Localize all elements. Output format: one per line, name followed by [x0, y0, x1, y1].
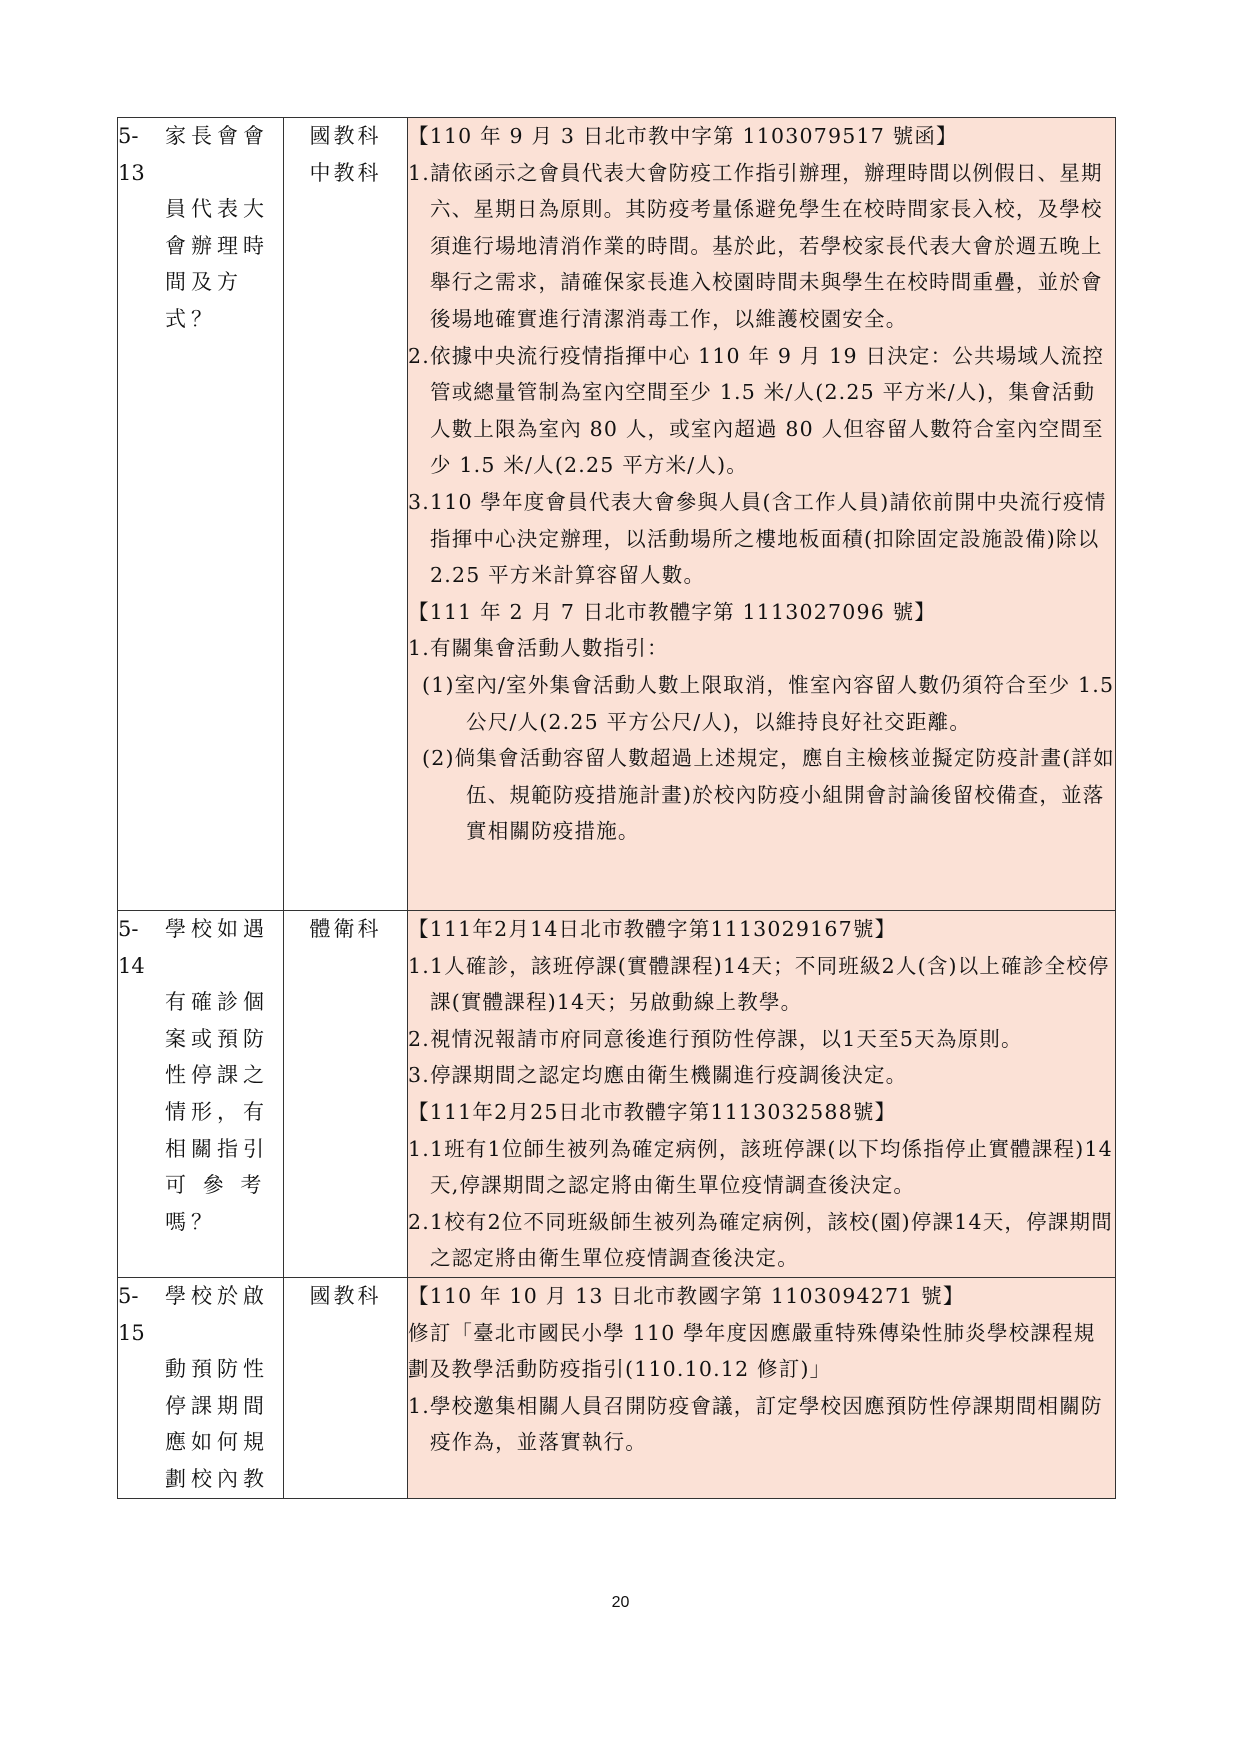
question-number: 5-13: [118, 124, 145, 185]
question-cell: [118, 118, 284, 911]
question-line: 應如何規: [165, 1430, 269, 1455]
question-line: 家長會會: [165, 124, 269, 148]
department-label: 國教科: [309, 124, 382, 148]
answer-paragraph: 1.請依函示之會員代表大會防疫工作指引辦理，辦理時間以例假日、星期六、星期日為原則。其防疫考量係避免學生在校時間家長入校，及學校須進行場地清消作業的時間。基於此，若學校家長代表大會於週五晚上舉行之需求，請確保家長進入校園時間未與學生在校時間重疊，並於會後場地確實進行清潔消毒工作，以維護校園安全。: [408, 160, 1103, 331]
answer-cell: [408, 1277, 1116, 1498]
department-label: 國教科: [309, 1283, 382, 1308]
question-line: 有確診個: [165, 990, 269, 1015]
answer-paragraph: 1.1班有1位師生被列為確定病例，該班停課(以下均係指停止實體課程)14天,停課期間之認定將由衛生單位疫情調查後決定。: [408, 1136, 1113, 1198]
answer-paragraph: 2.視情況報請市府同意後進行預防性停課，以1天至5天為原則。: [408, 1026, 1023, 1051]
question-cell: [118, 1277, 284, 1498]
question-line: 可 參 考: [165, 1173, 267, 1198]
department-label: 體衛科: [309, 917, 382, 941]
answer-paragraph: 2.依據中央流行疫情指揮中心 110 年 9 月 19 日決定：公共場域人流控管或總量管制為室內空間至少 1.5 米/人(2.25 平方米/人)，集會活動人數上限為室內 80 人，或室內超過 80 人但容留人數符合室內空間至少 1.5 米/人(2.25 平方米/人)。: [408, 343, 1105, 478]
question-line: 停課期間: [165, 1393, 269, 1418]
answer-cell: [408, 911, 1116, 1278]
question-line: 動預防性: [165, 1357, 269, 1382]
department-label: 中教科: [309, 160, 382, 185]
answer-paragraph: 1.有關集會活動人數指引：: [408, 636, 669, 661]
question-cell: [118, 911, 284, 1278]
answer-paragraph: (1)室內/室外集會活動人數上限取消，惟室內容留人數仍須符合至少 1.5 公尺/人(2.25 平方公尺/人)，以維持良好社交距離。: [422, 672, 1115, 734]
answer-cell: [408, 118, 1116, 911]
answer-paragraph: 修訂「臺北市國民小學 110 學年度因應嚴重特殊傳染性肺炎學校課程規劃及教學活動防疫指引(110.10.12 修訂)」: [408, 1320, 1096, 1382]
question-line: 劃校內教: [165, 1466, 269, 1491]
department-cell: [284, 118, 408, 911]
table-row: [118, 118, 1116, 911]
answer-paragraph: 2.1校有2位不同班級師生被列為確定病例，該校(園)停課14天，停課期間之認定將由衛生單位疫情調查後決定。: [408, 1209, 1113, 1271]
page-number: 20: [611, 1594, 630, 1611]
department-cell: [284, 911, 408, 1278]
document-reference-heading: 【110 年 10 月 13 日北市教國字第 1103094271 號】: [408, 1283, 965, 1308]
question-line: 學校如遇: [165, 917, 269, 941]
question-number: 5-15: [118, 1283, 145, 1345]
question-line: 嗎？: [165, 1209, 217, 1234]
answer-paragraph: 3.110 學年度會員代表大會參與人員(含工作人員)請依前開中央流行疫情指揮中心決定辦理，以活動場所之樓地板面積(扣除固定設施設備)除以 2.25 平方米計算容留人數。: [408, 489, 1107, 588]
answer-paragraph: 1.學校邀集相關人員召開防疫會議，訂定學校因應預防性停課期間相關防疫作為，並落實執行。: [408, 1393, 1103, 1455]
question-line: 性停課之: [165, 1063, 269, 1088]
answer-paragraph: 1.1人確診，該班停課(實體課程)14天；不同班級2人(含)以上確診全校停課(實體課程)14天；另啟動線上教學。: [408, 953, 1110, 1015]
question-line: 案或預防: [165, 1026, 269, 1051]
document-reference-heading: 【110 年 9 月 3 日北市教中字第 1103079517 號函】: [408, 124, 958, 148]
question-line: 員代表大: [165, 197, 269, 222]
answer-paragraph: (2)倘集會活動容留人數超過上述規定，應自主檢核並擬定防疫計畫(詳如伍、規範防疫措施計畫)於校內防疫小組開會討論後留校備查，並落實相關防疫措施。: [422, 746, 1115, 844]
question-line: 情形，有: [165, 1099, 269, 1124]
question-number: 5-14: [118, 917, 145, 978]
faq-table-body: [118, 118, 1116, 1499]
document-reference-heading: 【111年2月25日北市教體字第1113032588號】: [408, 1099, 897, 1124]
question-line: 會辦理時: [165, 233, 269, 258]
answer-paragraph: 3.停課期間之認定均應由衛生機關進行疫調後決定。: [408, 1063, 908, 1088]
faq-table: [117, 117, 1116, 1499]
question-line: 間及方: [165, 270, 243, 295]
question-line: 學校於啟: [165, 1283, 269, 1308]
question-line: 式？: [165, 306, 217, 331]
table-row: [118, 911, 1116, 1278]
question-line: 相關指引: [165, 1136, 269, 1161]
table-row: [118, 1277, 1116, 1498]
document-reference-heading: 【111年2月14日北市教體字第1113029167號】: [408, 917, 897, 941]
document-reference-heading: 【111 年 2 月 7 日北市教體字第 1113027096 號】: [408, 599, 937, 624]
department-cell: [284, 1277, 408, 1498]
